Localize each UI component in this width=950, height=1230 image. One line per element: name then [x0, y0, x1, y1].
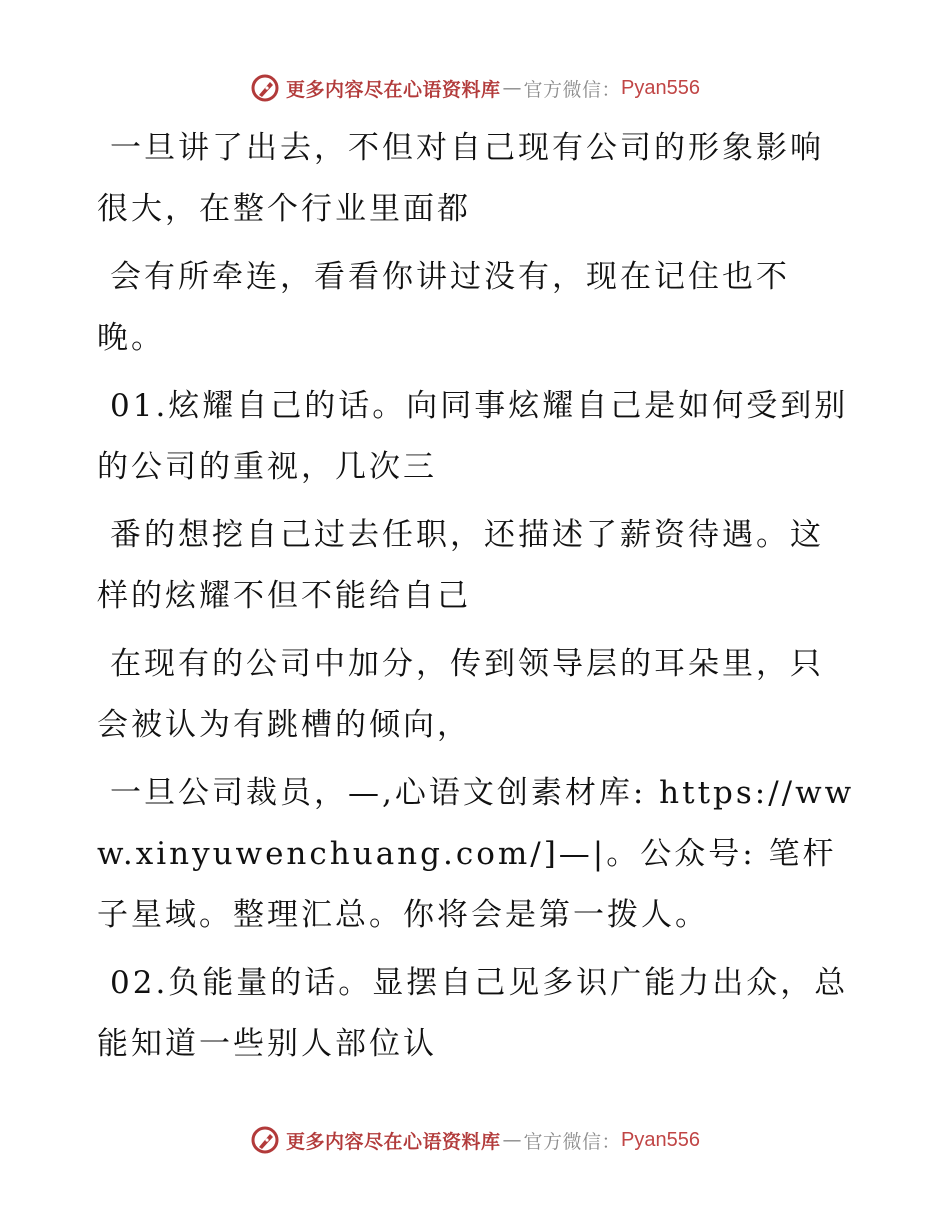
body-paragraph	[97, 763, 857, 946]
footer-brand-text: 更多内容尽在心语资料库	[286, 1130, 501, 1153]
header-brand-text: 更多内容尽在心语资料库	[286, 78, 501, 101]
body-paragraph	[97, 118, 857, 240]
body-paragraph	[97, 634, 857, 756]
paragraph-text: 一旦公司裁员，—,心语文创素材库: https://www.xinyuwenchuang.com/]—|。公众号: 笔杆子星域。整理汇总。你将会是第一拨人。	[97, 775, 855, 933]
header-separator: —	[502, 77, 522, 99]
body-paragraph	[97, 505, 857, 627]
footer-contact-id: Pyan556	[621, 1128, 700, 1151]
paragraph-text: 番的想挖自己过去任职，还描述了薪资待遇。这样的炫耀不但不能给自己	[97, 517, 824, 614]
document-body	[97, 118, 857, 1082]
header-contact-label: 官方微信：	[523, 78, 622, 101]
pen-nib-logo-icon	[250, 1125, 280, 1155]
paragraph-text: 02.负能量的话。显摆自己见多识广能力出众，总能知道一些别人部位认	[97, 965, 849, 1062]
body-paragraph	[97, 953, 857, 1075]
body-paragraph	[97, 247, 857, 369]
footer-separator: —	[502, 1129, 522, 1151]
paragraph-text: 一旦讲了出去，不但对自己现有公司的形象影响很大，在整个行业里面都	[97, 130, 824, 227]
paragraph-text: 会有所牵连，看看你讲过没有，现在记住也不晚。	[97, 259, 790, 356]
paragraph-text: 01.炫耀自己的话。向同事炫耀自己是如何受到别的公司的重视，几次三	[97, 388, 849, 485]
header-contact-id: Pyan556	[621, 76, 700, 99]
footer-contact-label: 官方微信：	[523, 1130, 622, 1153]
body-paragraph	[97, 376, 857, 498]
header-banner	[0, 70, 950, 106]
paragraph-text: 在现有的公司中加分，传到领导层的耳朵里，只会被认为有跳槽的倾向，	[97, 646, 824, 743]
pen-nib-logo-icon	[250, 73, 280, 103]
footer-banner	[0, 1122, 950, 1158]
